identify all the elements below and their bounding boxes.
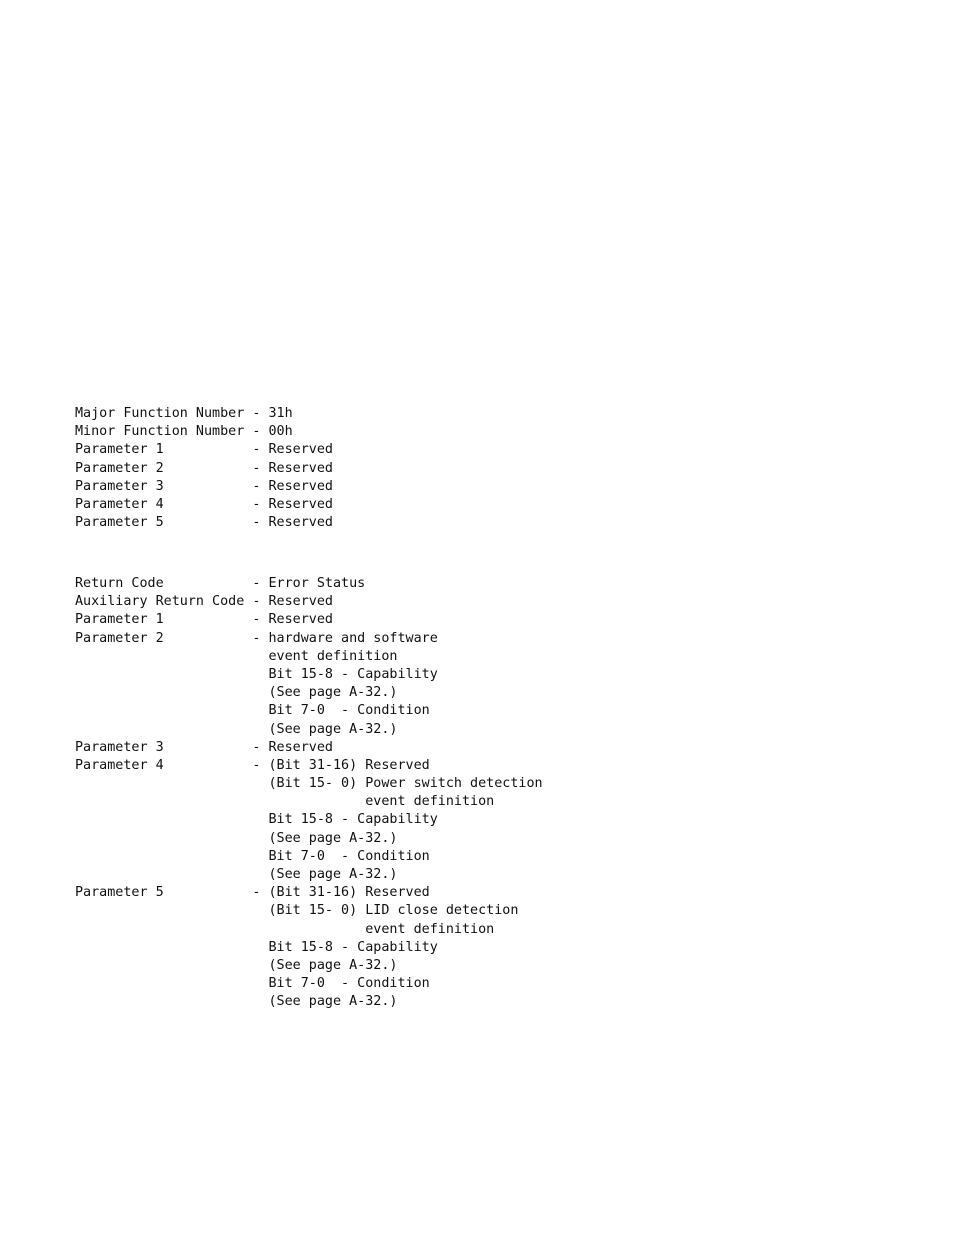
output-line: Bit 15-8 - Capability xyxy=(75,939,438,955)
output-line: Bit 15-8 - Capability xyxy=(75,812,438,828)
output-line: (See page A-32.) xyxy=(75,957,398,973)
output-line: Bit 15-8 - Capability xyxy=(75,666,438,682)
output-line: Parameter 4 - (Bit 31-16) Reserved xyxy=(75,757,430,773)
input-parameters-block xyxy=(75,405,333,532)
output-line: (Bit 15- 0) LID close detection xyxy=(75,903,519,919)
input-line: Parameter 4 - Reserved xyxy=(75,496,333,512)
output-line: Parameter 2 - hardware and software xyxy=(75,630,438,646)
output-line: event definition xyxy=(75,648,398,664)
output-line: event definition xyxy=(75,921,495,937)
output-line: (See page A-32.) xyxy=(75,867,398,882)
input-line: Major Function Number - 31h xyxy=(75,406,293,421)
output-line: (See page A-32.) xyxy=(75,685,398,701)
output-line: Bit 7-0 - Condition xyxy=(75,848,430,864)
output-line: Parameter 3 - Reserved xyxy=(75,739,333,755)
output-line: (See page A-32.) xyxy=(75,830,398,846)
output-line: Parameter 5 - (Bit 31-16) Reserved xyxy=(75,885,430,901)
input-line: Parameter 5 - Reserved xyxy=(75,515,333,531)
output-line: Return Code - Error Status xyxy=(75,576,366,591)
input-line: Parameter 3 - Reserved xyxy=(75,478,333,494)
output-line: Bit 7-0 - Condition xyxy=(75,703,430,719)
output-line: event definition xyxy=(75,794,495,810)
input-line: Parameter 1 - Reserved xyxy=(75,442,333,458)
output-line: (See page A-32.) xyxy=(75,721,398,737)
input-line: Parameter 2 - Reserved xyxy=(75,460,333,476)
output-parameters-block xyxy=(75,575,543,1012)
output-line: (Bit 15- 0) Power switch detection xyxy=(75,776,543,792)
output-line: Parameter 1 - Reserved xyxy=(75,612,333,628)
output-line: Bit 7-0 - Condition xyxy=(75,976,430,992)
input-line: Minor Function Number - 00h xyxy=(75,424,293,440)
output-line: Auxiliary Return Code - Reserved xyxy=(75,594,333,610)
output-line: (See page A-32.) xyxy=(75,994,398,1010)
